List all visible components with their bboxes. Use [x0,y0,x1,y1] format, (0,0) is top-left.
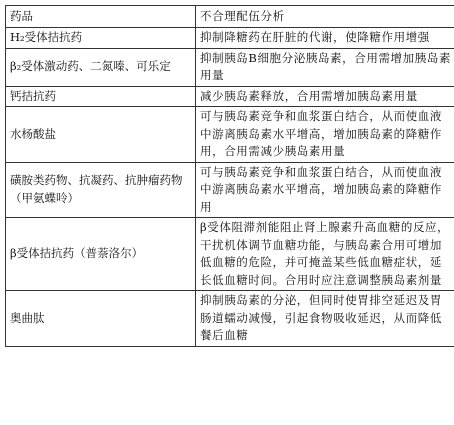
table-row [6,28,454,49]
table-row [6,86,454,107]
header-analysis: 不合理配伍分析 [196,6,454,28]
drug-cell: β受体拮抗药（普萘洛尔） [6,218,196,291]
drug-cell: β₂受体激动药、二氮嗪、可乐定 [6,48,196,86]
analysis-cell: 可与胰岛素竞争和血浆蛋白结合，从而使血液中游离胰岛素水平增高，增加胰岛素的降糖作用 [196,162,454,218]
drug-cell: H₂受体拮抗药 [6,28,196,49]
table-row [6,218,454,291]
table-row [6,162,454,218]
analysis-cell: 抑制胰岛B细胞分泌胰岛素，合用需增加胰岛素用量 [196,48,454,86]
analysis-cell: β受体阻滞剂能阻止肾上腺素升高血糖的反应，干扰机体调节血糖功能，与胰岛素合用可增加低血糖的危险，并可掩盖某些低血糖症状，延长低血糖时间。合用时应注意调整胰岛素剂量 [196,218,454,291]
table-row [6,107,454,163]
drug-cell: 钙拮抗药 [6,86,196,107]
drug-cell: 水杨酸盐 [6,107,196,163]
table-header-row [6,6,454,28]
analysis-cell: 抑制胰岛素的分泌，但同时使胃排空延迟及胃肠道蠕动减慢，引起食物吸收延迟，从而降低餐后血糖 [196,291,454,347]
analysis-cell: 可与胰岛素竞争和血浆蛋白结合，从而使血液中游离胰岛素水平增高，增加胰岛素的降糖作用，合用需减少胰岛素用量 [196,107,454,163]
drug-cell: 磺胺类药物、抗凝药、抗肿瘤药物（甲氨蝶呤） [6,162,196,218]
analysis-cell: 减少胰岛素释放，合用需增加胰岛素用量 [196,86,454,107]
analysis-cell: 抑制降糖药在肝脏的代谢，使降糖作用增强 [196,28,454,49]
table-row [6,48,454,86]
drug-cell: 奥曲肽 [6,291,196,347]
drug-interaction-table [5,5,454,347]
header-drug: 药品 [6,6,196,28]
table-row [6,291,454,347]
